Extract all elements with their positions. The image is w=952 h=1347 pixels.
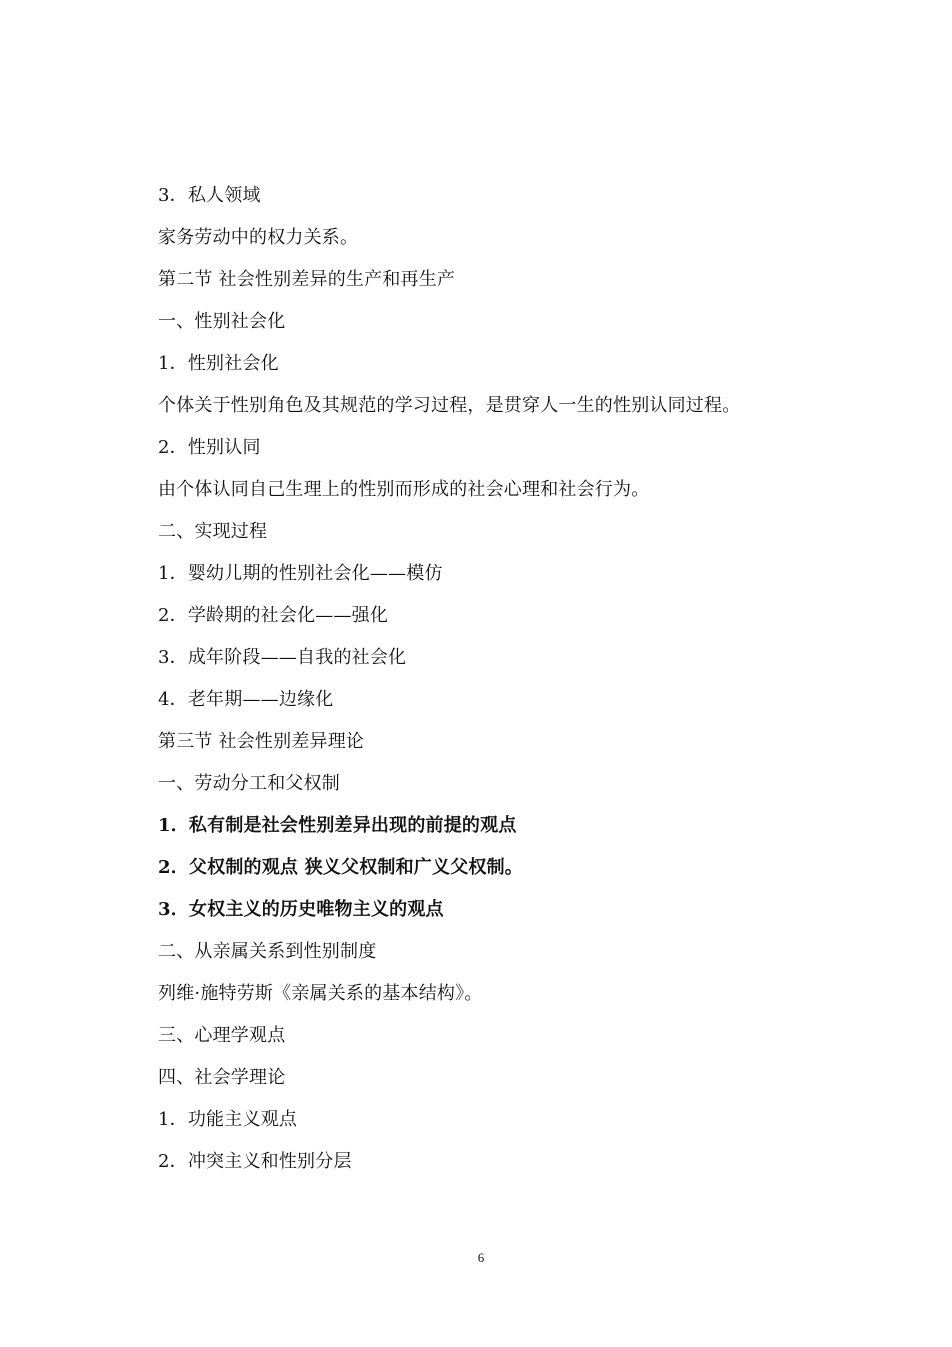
list-item: 2．冲突主义和性别分层 [158, 1151, 352, 1172]
section-heading: 第三节 社会性别差异理论 [158, 731, 365, 752]
subsection-heading: 一、劳动分工和父权制 [158, 773, 340, 794]
text-line: 3．私人领域 [158, 185, 261, 206]
text-line: 家务劳动中的权力关系。 [158, 227, 359, 248]
bold-list-item: 1．私有制是社会性别差异出现的前提的观点 [158, 815, 517, 836]
subsection-heading: 二、实现过程 [158, 521, 268, 542]
list-item: 1．婴幼儿期的性别社会化——模仿 [158, 563, 443, 584]
section-heading: 第二节 社会性别差异的生产和再生产 [158, 269, 456, 290]
subsection-heading: 二、从亲属关系到性别制度 [158, 941, 377, 962]
subsection-heading: 一、性别社会化 [158, 311, 286, 332]
document-body [158, 182, 818, 1190]
text-line: 列维·施特劳斯《亲属关系的基本结构》。 [158, 983, 483, 1004]
list-item: 1．功能主义观点 [158, 1109, 298, 1130]
text-line: 由个体认同自己生理上的性别而形成的社会心理和社会行为。 [158, 479, 650, 500]
subsection-heading: 四、社会学理论 [158, 1067, 286, 1088]
list-item: 2．学龄期的社会化——强化 [158, 605, 389, 626]
text-line: 个体关于性别角色及其规范的学习过程，是贯穿人一生的性别认同过程。 [158, 395, 741, 416]
page-number: 6 [477, 1250, 485, 1265]
list-item: 4．老年期——边缘化 [158, 689, 334, 710]
subsection-heading: 三、心理学观点 [158, 1025, 286, 1046]
bold-list-item: 3．女权主义的历史唯物主义的观点 [158, 899, 444, 920]
list-item: 1．性别社会化 [158, 353, 279, 374]
list-item: 3．成年阶段——自我的社会化 [158, 647, 407, 668]
bold-list-item: 2．父权制的观点 狭义父权制和广义父权制。 [158, 857, 523, 878]
list-item: 2．性别认同 [158, 437, 261, 458]
